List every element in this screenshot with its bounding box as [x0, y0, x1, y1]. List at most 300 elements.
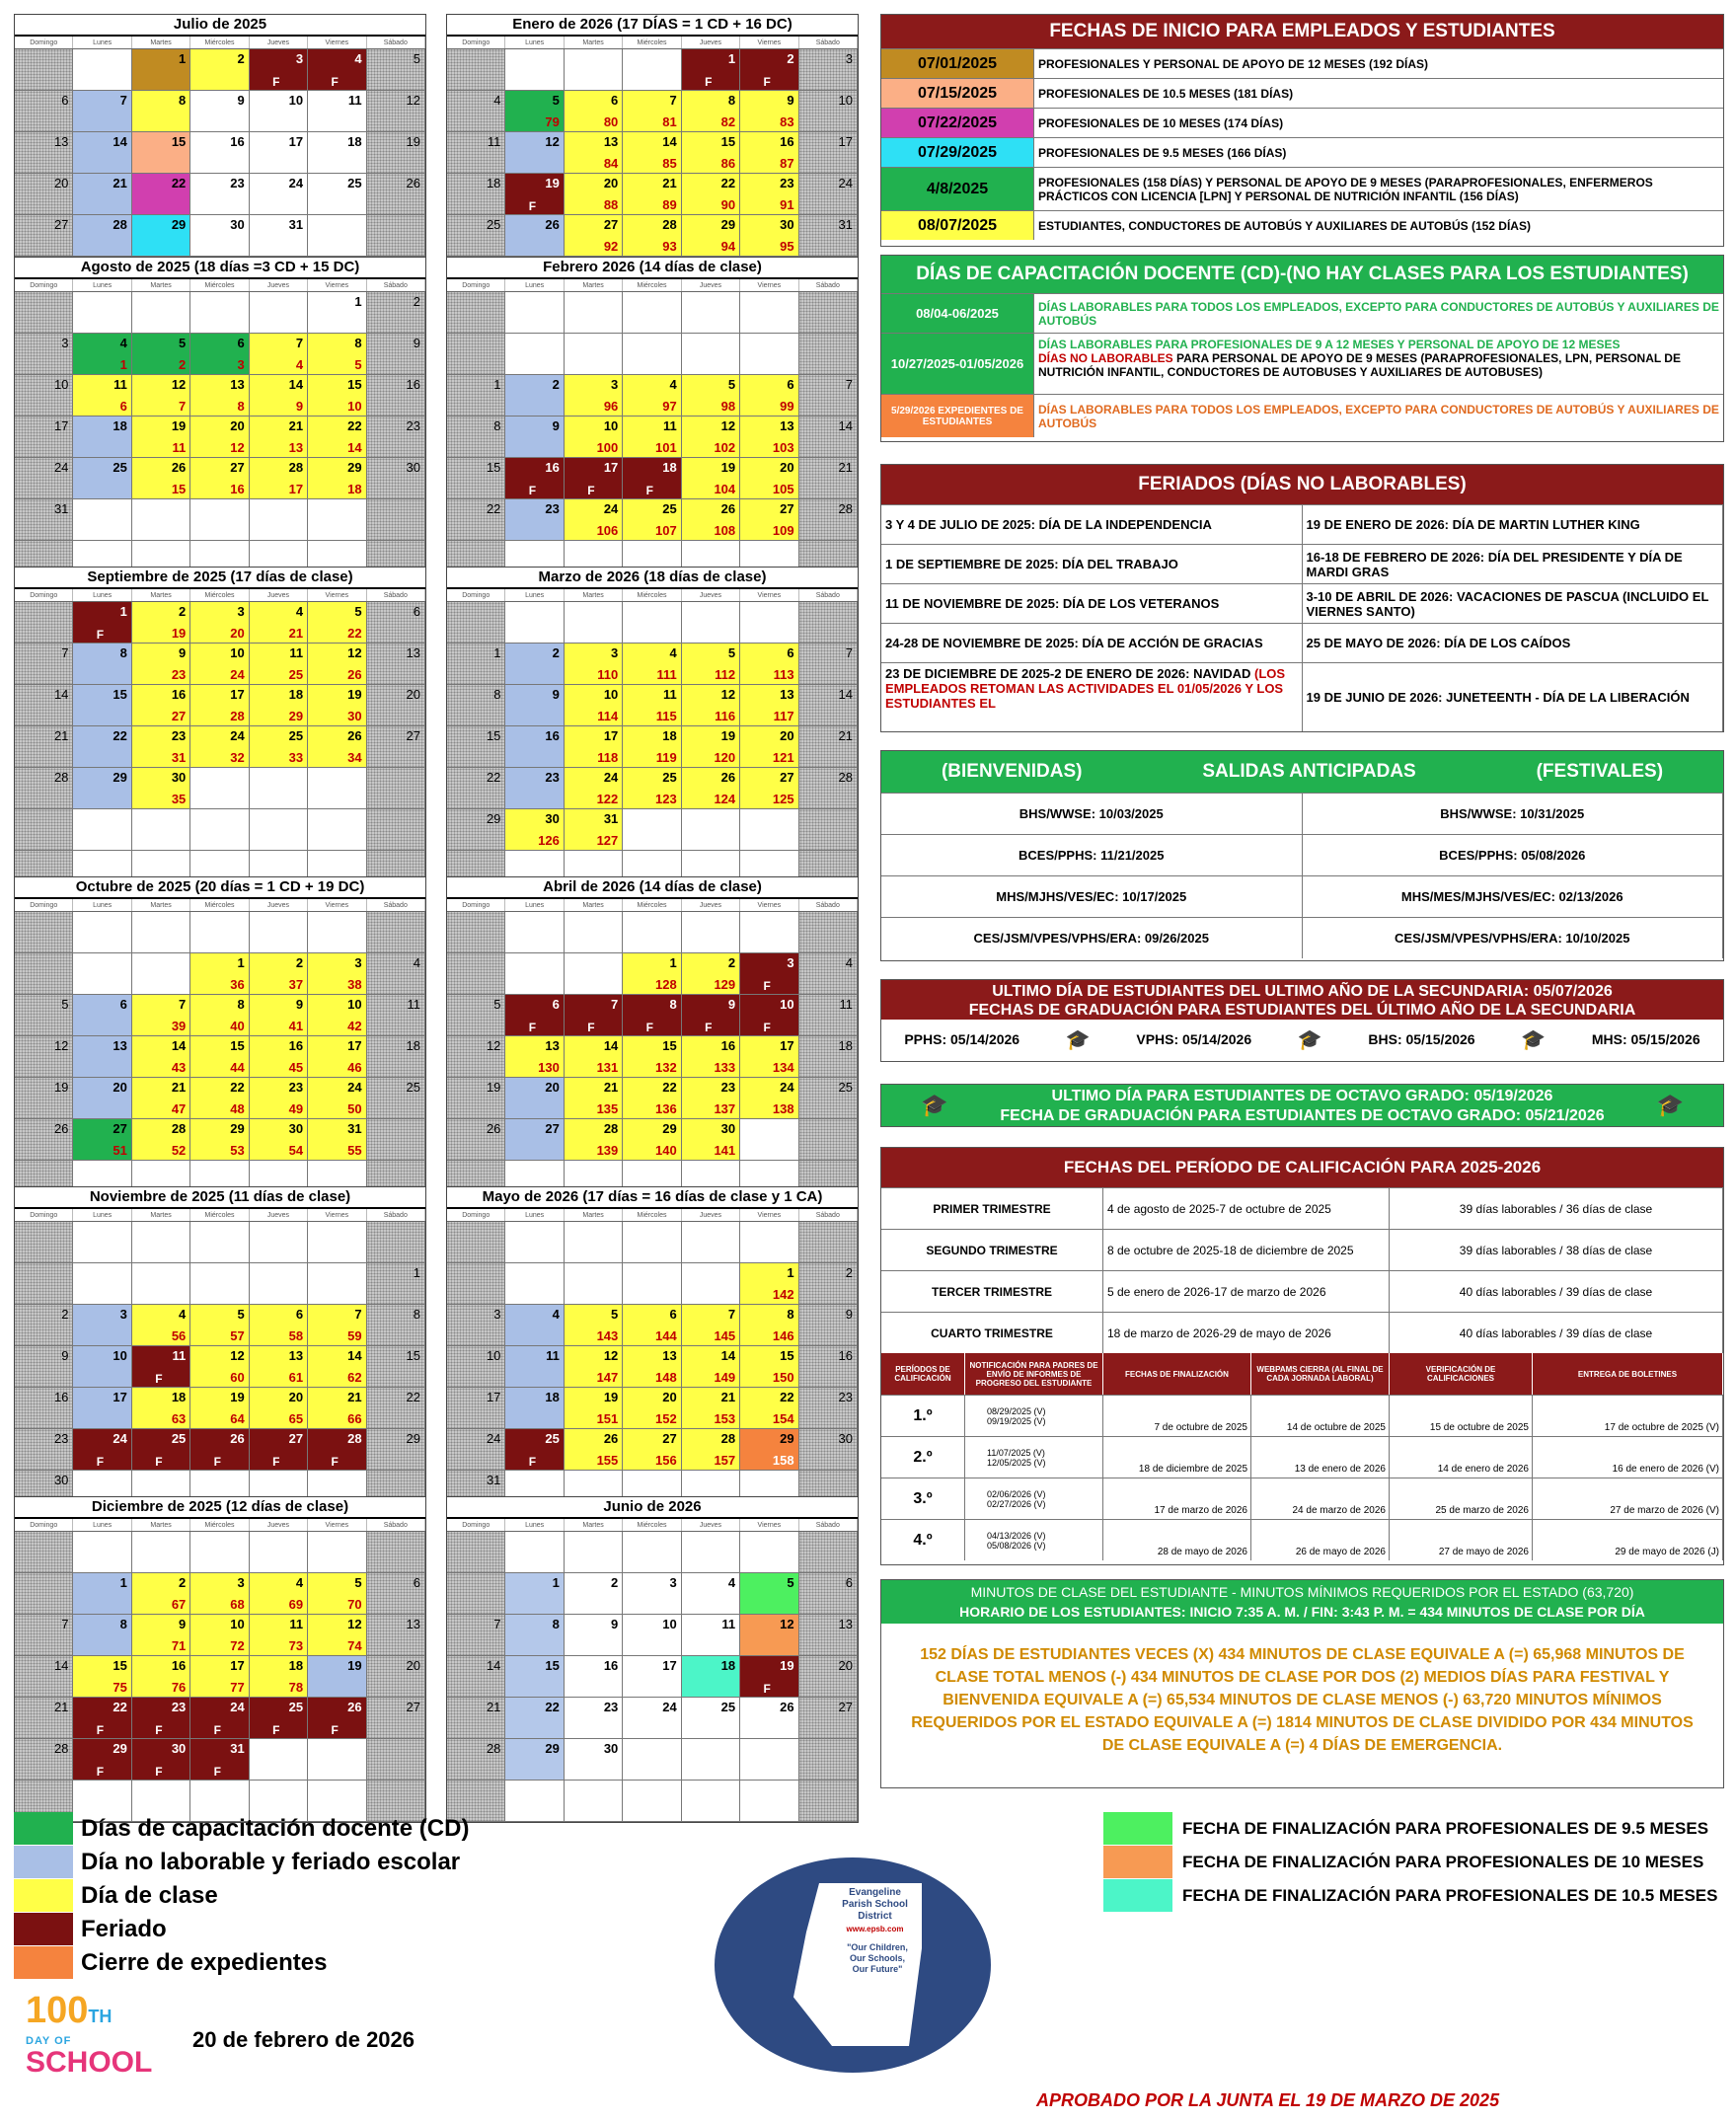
- grading-head: PERÍODOS DE CALIFICACIÓN: [881, 1353, 965, 1395]
- day-cell: [132, 809, 190, 851]
- holiday-right: 19 DE ENERO DE 2026: DÍA DE MARTIN LUTHER KING: [1303, 504, 1724, 544]
- weekday-label: Domingo: [15, 1209, 73, 1221]
- day-number: 31: [838, 217, 853, 232]
- day-cell: [623, 685, 681, 726]
- weekday-label: Martes: [565, 899, 623, 911]
- weekday-label: Miércoles: [190, 1519, 249, 1531]
- class-day-count: 150: [772, 1370, 794, 1385]
- day-cell: [682, 726, 740, 768]
- day-cell: [308, 1656, 366, 1698]
- day-cell: [447, 1346, 505, 1388]
- day-number: 2: [179, 604, 187, 619]
- weekday-label: Miércoles: [623, 1209, 681, 1221]
- day-cell: [447, 912, 505, 953]
- day-cell: [15, 292, 73, 334]
- class-day-count: 36: [230, 977, 245, 992]
- day-number: 1: [552, 1575, 560, 1590]
- class-day-count: 158: [772, 1453, 794, 1468]
- day-cell: [73, 292, 131, 334]
- graduation-cap-icon: 🎓: [1065, 1028, 1091, 1051]
- calendar-title: Julio de 2025: [15, 15, 425, 37]
- day-cell: [190, 1615, 249, 1656]
- class-day-count: 118: [597, 750, 619, 765]
- weekday-header: [15, 1209, 425, 1222]
- day-number: 13: [662, 1348, 677, 1363]
- day-cell: [250, 1573, 308, 1615]
- day-number: 12: [171, 377, 187, 392]
- day-cell: [73, 1036, 131, 1078]
- day-number: 9: [413, 336, 420, 350]
- day-number: 2: [295, 955, 304, 970]
- day-cell: [15, 1739, 73, 1781]
- day-number: 29: [486, 811, 501, 826]
- weekday-label: Jueves: [682, 37, 740, 48]
- early-header: [881, 751, 1723, 793]
- day-cell: [367, 912, 425, 953]
- day-number: 4: [669, 377, 677, 392]
- day-number: 15: [545, 1658, 560, 1673]
- day-number: 9: [552, 687, 560, 702]
- day-number: 8: [354, 336, 362, 350]
- day-cell: [250, 602, 308, 644]
- day-cell: [623, 91, 681, 132]
- day-number: 24: [603, 770, 619, 785]
- day-cell: [799, 953, 858, 995]
- day-number: 1: [787, 1265, 794, 1280]
- weekday-label: Domingo: [447, 1209, 505, 1221]
- day-cell: [367, 644, 425, 685]
- day-number: 17: [347, 1038, 362, 1053]
- day-cell: [565, 91, 623, 132]
- day-cell: [447, 292, 505, 334]
- class-day-count: 51: [113, 1143, 127, 1158]
- progress-report-dates: [965, 1520, 1103, 1560]
- day-cell: [308, 91, 366, 132]
- day-cell: [190, 417, 249, 458]
- day-cell: [367, 1263, 425, 1305]
- day-number: 15: [720, 134, 736, 149]
- weekday-label: Martes: [565, 1519, 623, 1531]
- day-number: 30: [53, 1473, 69, 1487]
- day-number: 31: [347, 1121, 362, 1136]
- day-cell: [132, 1305, 190, 1346]
- day-cell: [15, 375, 73, 417]
- start-dates-box: [880, 14, 1724, 247]
- grading-cell: 39 días laborables / 38 días de clase: [1390, 1230, 1723, 1270]
- grading-date: 16 de enero de 2026 (V): [1533, 1437, 1723, 1478]
- legend-label: FECHA DE FINALIZACIÓN PARA PROFESIONALES DE 10.5 MESES: [1182, 1885, 1718, 1905]
- holiday-marker: F: [155, 1723, 163, 1737]
- grading-periods: [881, 1395, 1723, 1560]
- day-cell: [623, 499, 681, 541]
- day-number: 20: [406, 687, 420, 702]
- day-cell: [623, 644, 681, 685]
- weekday-label: Domingo: [447, 589, 505, 601]
- class-day-count: 124: [714, 792, 736, 806]
- early-dismissal-entry: CES/JSM/VPES/VPHS/ERA: 10/10/2025: [1303, 917, 1724, 958]
- day-cell: [623, 292, 681, 334]
- day-cell: [73, 458, 131, 499]
- day-cell: [565, 1781, 623, 1822]
- day-cell: [73, 1119, 131, 1161]
- day-cell: [565, 1078, 623, 1119]
- weekday-label: Lunes: [505, 37, 564, 48]
- calendar-title: Septiembre de 2025 (17 días de clase): [15, 568, 425, 589]
- day-number: 28: [288, 460, 304, 475]
- class-day-count: 122: [596, 792, 619, 806]
- day-cell: [799, 1615, 858, 1656]
- class-day-count: 54: [288, 1143, 304, 1158]
- day-number: 8: [237, 997, 245, 1012]
- weekday-label: Lunes: [505, 1209, 564, 1221]
- day-number: 18: [662, 728, 677, 743]
- class-day-count: 27: [171, 709, 187, 723]
- day-cell: [250, 458, 308, 499]
- day-number: 20: [780, 460, 794, 475]
- day-cell: [565, 1263, 623, 1305]
- legend-label: Día de clase: [81, 1881, 218, 1909]
- day-cell: [740, 1739, 798, 1781]
- day-cell: [132, 1739, 190, 1781]
- legend-swatch: [1103, 1879, 1172, 1912]
- day-number: 3: [493, 1307, 501, 1322]
- day-cell: [623, 1263, 681, 1305]
- day-number: 25: [113, 460, 127, 475]
- day-cell: [367, 1429, 425, 1471]
- class-day-count: 2: [179, 357, 187, 372]
- early-h1: (BIENVENIDAS): [941, 761, 1083, 782]
- day-number: 22: [780, 1390, 794, 1404]
- day-number: 26: [347, 728, 362, 743]
- weekday-label: Martes: [565, 279, 623, 291]
- class-day-count: 156: [655, 1453, 677, 1468]
- grading-date: 28 de mayo de 2026: [1103, 1520, 1251, 1560]
- class-day-count: 30: [347, 709, 362, 723]
- day-cell: [367, 1305, 425, 1346]
- day-cell: [367, 1119, 425, 1161]
- day-cell: [190, 1698, 249, 1739]
- weekday-header: [447, 1209, 858, 1222]
- early-dismissal-entry: BCES/PPHS: 11/21/2025: [881, 834, 1303, 875]
- day-cell: [250, 49, 308, 91]
- day-cell: [799, 1781, 858, 1822]
- day-cell: [740, 809, 798, 851]
- day-cell: [250, 1532, 308, 1573]
- day-number: 29: [113, 1741, 127, 1756]
- day-cell: [565, 499, 623, 541]
- day-number: 28: [486, 1741, 501, 1756]
- day-number: 2: [845, 1265, 853, 1280]
- calendar-month: [446, 1186, 859, 1513]
- day-cell: [132, 215, 190, 257]
- day-cell: [682, 1119, 740, 1161]
- day-cell: [250, 1119, 308, 1161]
- start-date: 07/29/2025: [881, 138, 1034, 167]
- day-cell: [190, 292, 249, 334]
- day-cell: [250, 91, 308, 132]
- 100th-logo-school: SCHOOL: [26, 2046, 153, 2079]
- day-number: 9: [727, 997, 736, 1012]
- day-cell: [505, 1078, 564, 1119]
- day-cell: [505, 1532, 564, 1573]
- day-cell: [190, 1263, 249, 1305]
- grading-date: 18 de diciembre de 2025: [1103, 1437, 1251, 1478]
- day-cell: [565, 953, 623, 995]
- class-day-count: 10: [347, 399, 362, 414]
- day-number: 22: [113, 728, 127, 743]
- grading-date: 14 de enero de 2026: [1390, 1437, 1533, 1478]
- day-number: 16: [230, 134, 245, 149]
- legend-label: Feriado: [81, 1915, 167, 1942]
- calendar-title: Marzo de 2026 (18 días de clase): [447, 568, 858, 589]
- holiday-note: (LOS EMPLEADOS RETOMAN LAS ACTIVIDADES EL 01/05/2026 Y LOS ESTUDIANTES EL: [885, 666, 1286, 711]
- day-number: 20: [53, 176, 69, 190]
- day-number: 22: [406, 1390, 420, 1404]
- day-cell: [367, 1532, 425, 1573]
- day-cell: [250, 1429, 308, 1471]
- day-cell: [367, 809, 425, 851]
- day-number: 9: [179, 1617, 187, 1631]
- day-cell: [132, 1698, 190, 1739]
- day-number: 6: [552, 997, 560, 1012]
- day-cell: [15, 602, 73, 644]
- class-day-count: 153: [714, 1411, 736, 1426]
- day-cell: [740, 458, 798, 499]
- class-day-count: 39: [171, 1019, 187, 1033]
- day-number: 2: [727, 955, 736, 970]
- day-cell: [190, 375, 249, 417]
- day-number: 16: [53, 1390, 69, 1404]
- senior-grad-date: PPHS: 05/14/2026: [904, 1031, 1020, 1047]
- weekday-label: Sábado: [367, 37, 425, 48]
- senior-grad-title: FECHAS DE GRADUACIÓN PARA ESTUDIANTES DEL ÚLTIMO AÑO DE LA SECUNDARIA: [968, 1002, 1636, 1019]
- start-date: 07/22/2025: [881, 109, 1034, 137]
- day-cell: [799, 1078, 858, 1119]
- day-cell: [132, 1078, 190, 1119]
- class-day-count: 37: [288, 977, 304, 992]
- day-cell: [190, 1346, 249, 1388]
- day-number: 19: [720, 728, 736, 743]
- day-cell: [799, 215, 858, 257]
- day-number: 21: [838, 460, 853, 475]
- day-number: 30: [406, 460, 420, 475]
- senior-grad-row: [881, 1020, 1723, 1059]
- day-cell: [505, 499, 564, 541]
- day-cell: [505, 602, 564, 644]
- weekday-label: Sábado: [367, 1519, 425, 1531]
- grading-cell: 39 días laborables / 36 días de clase: [1390, 1188, 1723, 1229]
- legend-label: FECHA DE FINALIZACIÓN PARA PROFESIONALES DE 10 MESES: [1182, 1852, 1704, 1871]
- day-cell: [190, 1429, 249, 1471]
- class-day-count: 15: [171, 482, 187, 496]
- weekday-label: Lunes: [73, 279, 131, 291]
- day-number: 24: [230, 728, 245, 743]
- day-number: 18: [288, 687, 304, 702]
- progress-date: 11/07/2025 (V): [987, 1447, 1045, 1458]
- day-cell: [367, 602, 425, 644]
- grading-date: 24 de marzo de 2026: [1251, 1478, 1390, 1519]
- day-cell: [623, 49, 681, 91]
- class-day-count: 44: [230, 1060, 245, 1075]
- class-day-count: 152: [655, 1411, 677, 1426]
- day-number: 24: [288, 176, 304, 190]
- weekday-label: Domingo: [447, 279, 505, 291]
- day-number: 15: [230, 1038, 245, 1053]
- grading-date: 27 de marzo de 2026 (V): [1533, 1478, 1723, 1519]
- grading-period-row: [881, 1395, 1723, 1436]
- day-cell: [132, 1615, 190, 1656]
- class-day-count: 14: [347, 440, 362, 455]
- day-number: 22: [230, 1080, 245, 1095]
- day-cell: [565, 995, 623, 1036]
- day-cell: [132, 334, 190, 375]
- day-cell: [250, 1615, 308, 1656]
- class-day-count: 120: [714, 750, 736, 765]
- day-cell: [73, 1263, 131, 1305]
- day-number: 14: [113, 134, 127, 149]
- day-cell: [367, 1222, 425, 1263]
- weekday-label: Martes: [132, 37, 190, 48]
- day-number: 3: [669, 1575, 677, 1590]
- class-day-count: 47: [171, 1101, 187, 1116]
- grading-cell: TERCER TRIMESTRE: [881, 1271, 1103, 1312]
- day-number: 25: [486, 217, 501, 232]
- day-number: 6: [413, 604, 420, 619]
- day-number: 9: [179, 645, 187, 660]
- day-cell: [740, 499, 798, 541]
- day-cell: [505, 1429, 564, 1471]
- day-number: 27: [780, 770, 794, 785]
- calendar-month: [446, 14, 859, 258]
- day-cell: [447, 1532, 505, 1573]
- class-day-count: 58: [288, 1328, 304, 1343]
- class-day-count: 135: [596, 1101, 619, 1116]
- day-cell: [565, 768, 623, 809]
- day-cell: [682, 1346, 740, 1388]
- day-number: 25: [347, 176, 362, 190]
- day-number: 13: [53, 134, 69, 149]
- holiday-marker: F: [763, 1021, 771, 1034]
- progress-date: 04/13/2026 (V): [987, 1530, 1046, 1541]
- day-cell: [740, 375, 798, 417]
- day-cell: [505, 417, 564, 458]
- weekday-label: Sábado: [367, 1209, 425, 1221]
- day-number: 5: [237, 1307, 245, 1322]
- training-box: [880, 255, 1724, 442]
- start-date-desc: PROFESIONALES DE 10 MESES (174 DÍAS): [1038, 115, 1284, 130]
- weekday-label: Miércoles: [190, 1209, 249, 1221]
- day-cell: [682, 174, 740, 215]
- day-cell: [565, 809, 623, 851]
- day-number: 20: [603, 176, 619, 190]
- class-day-count: 123: [655, 792, 677, 806]
- day-number: 14: [347, 1348, 362, 1363]
- day-number: 16: [171, 1658, 187, 1673]
- class-day-count: 138: [772, 1101, 794, 1116]
- weekday-label: Viernes: [740, 1209, 798, 1221]
- day-cell: [565, 1429, 623, 1471]
- day-number: 12: [780, 1617, 794, 1631]
- day-cell: [565, 375, 623, 417]
- class-day-count: 45: [288, 1060, 304, 1075]
- day-number: 9: [845, 1307, 853, 1322]
- day-cell: [505, 953, 564, 995]
- day-cell: [565, 458, 623, 499]
- calendar-month: [14, 14, 426, 258]
- class-day-count: 68: [230, 1597, 245, 1612]
- day-number: 31: [288, 217, 304, 232]
- day-cell: [73, 375, 131, 417]
- day-number: 31: [230, 1741, 245, 1756]
- start-date: 07/15/2025: [881, 79, 1034, 108]
- start-dates-title: FECHAS DE INICIO PARA EMPLEADOS Y ESTUDIANTES: [881, 15, 1723, 48]
- day-number: 6: [119, 997, 127, 1012]
- calendar-grid: [15, 602, 425, 892]
- day-number: 3: [787, 955, 794, 970]
- legend-item: [14, 1946, 327, 1979]
- day-cell: [740, 1429, 798, 1471]
- day-cell: [799, 49, 858, 91]
- day-cell: [308, 1222, 366, 1263]
- day-cell: [799, 912, 858, 953]
- calendar-grid: [15, 1532, 425, 1822]
- day-number: 1: [727, 51, 736, 66]
- day-cell: [447, 1263, 505, 1305]
- class-day-count: 98: [720, 399, 736, 414]
- holiday-marker: F: [213, 1765, 221, 1779]
- day-cell: [740, 1222, 798, 1263]
- day-cell: [73, 912, 131, 953]
- day-cell: [505, 768, 564, 809]
- start-date: 08/07/2025: [881, 211, 1034, 240]
- day-cell: [505, 91, 564, 132]
- day-cell: [623, 912, 681, 953]
- day-cell: [367, 1346, 425, 1388]
- day-number: 30: [545, 811, 560, 826]
- class-day-count: 59: [347, 1328, 362, 1343]
- grading-date: 25 de marzo de 2026: [1390, 1478, 1533, 1519]
- day-cell: [799, 809, 858, 851]
- grading-head: VERIFICACIÓN DE CALIFICACIONES: [1390, 1353, 1533, 1395]
- legend-swatch: [14, 1946, 73, 1979]
- legend-swatch: [1103, 1846, 1172, 1878]
- legend-swatch: [14, 1812, 73, 1845]
- day-cell: [15, 726, 73, 768]
- class-day-count: 157: [714, 1453, 736, 1468]
- day-cell: [190, 1388, 249, 1429]
- weekday-label: Domingo: [15, 37, 73, 48]
- calendar-month: [14, 876, 426, 1203]
- day-number: 23: [53, 1431, 69, 1446]
- day-number: 26: [53, 1121, 69, 1136]
- day-cell: [73, 685, 131, 726]
- progress-date: 02/27/2026 (V): [987, 1498, 1046, 1509]
- day-cell: [740, 215, 798, 257]
- legend-item: [14, 1879, 218, 1912]
- day-cell: [308, 1263, 366, 1305]
- class-day-count: 76: [171, 1680, 187, 1695]
- day-cell: [505, 375, 564, 417]
- senior-box: [880, 979, 1724, 1062]
- day-cell: [799, 685, 858, 726]
- holiday-left-text: 23 DE DICIEMBRE DE 2025-2 DE ENERO DE 2026: NAVIDAD: [885, 666, 1251, 681]
- day-cell: [505, 1698, 564, 1739]
- day-number: 21: [347, 1390, 362, 1404]
- day-cell: [308, 809, 366, 851]
- day-number: 24: [347, 1080, 362, 1095]
- weekday-header: [447, 37, 858, 49]
- day-cell: [623, 132, 681, 174]
